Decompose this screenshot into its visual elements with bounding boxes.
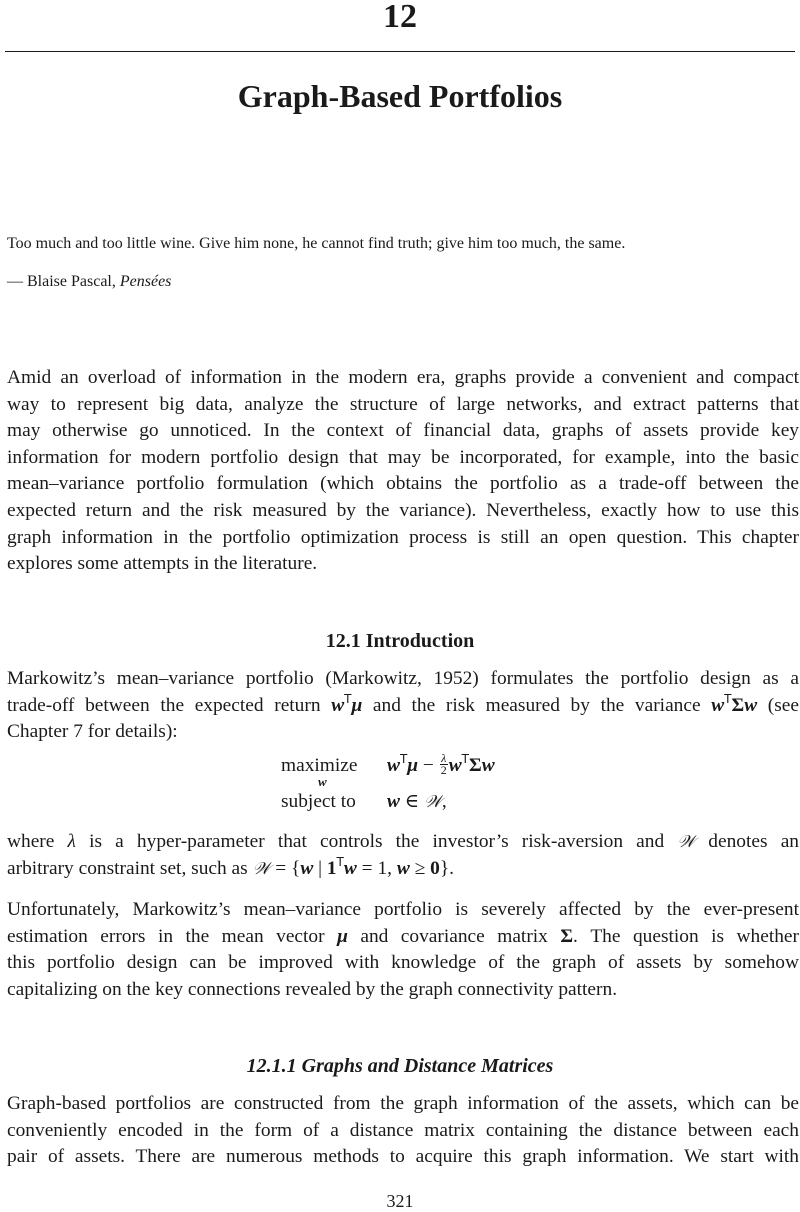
text-run: estimation errors in the mean vector <box>7 925 338 947</box>
text-run: (see <box>757 694 799 716</box>
text-run: is a hyper-parameter that controls the investor’s risk-aversion and <box>75 831 678 852</box>
lambda-half-fraction <box>440 753 448 776</box>
estimation-line-2: estimation errors in the mean vector μ and covariance matrix Σ. The question is whether <box>7 925 799 947</box>
lambda-paragraph <box>7 829 799 882</box>
intro-paragraph <box>7 365 799 578</box>
lambda-symbol: λ <box>67 831 76 852</box>
markowitz-line-1: Markowitz’s mean–variance portfolio (Markowitz, 1952) formulates the portfolio design as a <box>7 668 799 689</box>
text-run: denotes an <box>695 831 799 852</box>
graphs-line: pair of assets. There are numerous methods to acquire this graph information. We start with <box>7 1146 799 1168</box>
fraction-numerator: λ <box>441 751 447 766</box>
chapter-title: Graph-Based Portfolios <box>237 78 563 114</box>
intro-line: explores some attempts in the literature. <box>7 553 318 575</box>
graphs-line: Graph-based portfolios are constructed from the graph information of the assets, which can be <box>7 1093 799 1114</box>
estimation-paragraph <box>7 897 799 1003</box>
text-run: arbitrary constraint set, such as <box>7 857 253 879</box>
text-run: where <box>7 831 68 852</box>
text-run: trade-off between the expected return <box>7 694 332 716</box>
text-run: . The question is whether <box>573 925 799 947</box>
intro-line: graph information in the portfolio optimization process is still an open question. This chapter <box>7 526 799 548</box>
estimation-line-3: this portfolio design can be improved with knowledge of the graph of assets by somehow <box>7 952 799 974</box>
lambda-line-1: where λ is a hyper-parameter that controls the investor’s risk-aversion and 𝒲 denotes an <box>7 831 799 852</box>
equation-objective: $w^T\mu$ − $\frac{\lambda}{2}$ $w^T\Sigma w$ <box>387 751 495 778</box>
equation-maximize-variable: w <box>318 774 327 789</box>
intro-line: Amid an overload of information in the modern era, graphs provide a convenient and compact <box>7 367 799 388</box>
fraction-denominator: 2 <box>440 763 447 778</box>
markowitz-line-2: trade-off between the expected return $w^T\mu$ and the risk measured by the variance $w^T\Sigma w$ (see <box>7 692 799 716</box>
markowitz-line-3: Chapter 7 for details): <box>7 721 178 743</box>
equation-constraint: w ∈ 𝒲, <box>387 791 447 812</box>
graphs-paragraph <box>7 1091 799 1171</box>
text-run: and the risk measured by the variance <box>362 694 712 716</box>
estimation-line-1: Unfortunately, Markowitz’s mean–variance portfolio is severely affected by the ever-present <box>7 899 799 920</box>
estimation-line-4: capitalizing on the key connections revealed by the graph connectivity pattern. <box>7 978 618 1000</box>
epigraph-quote: Too much and too little wine. Give him none, he cannot find truth; give him too much, the same. <box>7 235 626 252</box>
page-number: 321 <box>386 1191 414 1211</box>
markowitz-paragraph <box>7 666 799 746</box>
graphs-line: conveniently encoded in the form of a distance matrix containing the distance between each <box>7 1119 799 1141</box>
intro-line: information for modern portfolio design that may be incorporated, for example, into the basic <box>7 446 799 468</box>
intro-line: expected return and the risk measured by the variance). Nevertheless, exactly how to use this <box>7 499 799 521</box>
epigraph-attribution <box>7 272 797 292</box>
chapter-number: 12 <box>383 0 417 35</box>
subsection-heading: 12.1.1 Graphs and Distance Matrices <box>246 1055 554 1077</box>
lambda-line-2: arbitrary constraint set, such as 𝒲 = {w | $1^Tw = 1$, w ≥ 0}. <box>7 855 454 879</box>
chapter-rule <box>5 51 795 52</box>
intro-line: may otherwise go unnoticed. In the context of financial data, graphs of assets provide key <box>7 420 799 442</box>
epigraph-author: — Blaise Pascal, <box>7 273 120 290</box>
text-run: and covariance matrix <box>347 925 561 947</box>
section-heading: 12.1 Introduction <box>325 630 475 652</box>
equation-maximize-label: maximize <box>281 755 358 776</box>
equation-subject-label: subject to <box>281 791 356 812</box>
intro-line: way to represent big data, analyze the structure of large networks, and extract patterns that <box>7 393 799 415</box>
epigraph-source: Pensées <box>119 273 172 290</box>
intro-line: mean–variance portfolio formulation (which obtains the portfolio as a trade-off between the <box>7 473 799 495</box>
